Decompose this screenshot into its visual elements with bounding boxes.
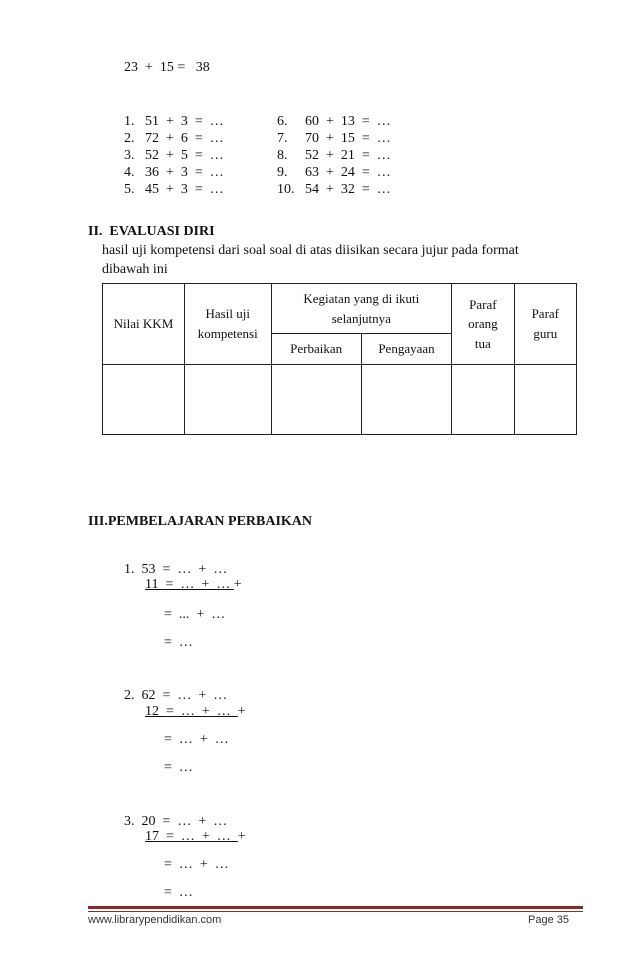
section-heading-pembelajaran: III.PEMBELAJARAN PERBAIKAN	[88, 514, 313, 529]
footer-rule	[88, 911, 583, 912]
exercise-item: 8. 52 + 21 = …	[277, 148, 391, 163]
exercise-item: 10. 54 + 32 = …	[277, 182, 391, 197]
problem-line: = ... + …	[164, 607, 226, 622]
table-cell[interactable]	[184, 364, 271, 434]
problem-line: 12 = … + … +	[145, 704, 246, 719]
table-cell[interactable]	[271, 364, 361, 434]
header-paraf-guru: Paraf guru	[514, 284, 576, 365]
problem-line: = … + …	[164, 732, 229, 747]
footer-rule	[88, 906, 583, 909]
exercise-item: 5. 45 + 3 = …	[124, 182, 224, 197]
exercise-item: 9. 63 + 24 = …	[277, 165, 391, 180]
exercise-item: 4. 36 + 3 = …	[124, 165, 224, 180]
problem-line: 1. 53 = … + …	[124, 562, 228, 577]
table-cell[interactable]	[361, 364, 451, 434]
header-paraf-orang-tua: Paraf orang tua	[452, 284, 514, 365]
problem-line: = …	[164, 885, 193, 900]
exercise-item: 2. 72 + 6 = …	[124, 131, 224, 146]
problem-line: 11 = … + … +	[145, 577, 242, 592]
table-cell[interactable]	[514, 364, 576, 434]
header-pengayaan: Pengayaan	[361, 334, 451, 364]
problem-line: 2. 62 = … + …	[124, 688, 228, 703]
evaluation-table	[102, 283, 577, 435]
problem-line: 17 = … + … +	[145, 829, 246, 844]
section-text: hasil uji kompetensi dari soal soal di atas diisikan secara jujur pada format	[102, 243, 519, 258]
problem-line: 3. 20 = … + …	[124, 814, 228, 829]
problem-line: = …	[164, 635, 193, 650]
table-cell[interactable]	[103, 364, 185, 434]
exercise-item: 6. 60 + 13 = …	[277, 114, 391, 129]
exercise-item: 7. 70 + 15 = …	[277, 131, 391, 146]
header-nilai-kkm: Nilai KKM	[103, 284, 185, 365]
table-row	[103, 364, 577, 434]
header-perbaikan: Perbaikan	[271, 334, 361, 364]
footer-site-link[interactable]: www.librarypendidikan.com	[88, 914, 222, 926]
header-hasil-uji: Hasil uji kompetensi	[184, 284, 271, 365]
problem-line: = …	[164, 760, 193, 775]
header-kegiatan: Kegiatan yang di ikuti selanjutnya	[271, 284, 452, 334]
example-equation: 23 + 15 = 38	[124, 60, 210, 75]
problem-line: = … + …	[164, 857, 229, 872]
section-text: dibawah ini	[102, 262, 168, 277]
table-cell[interactable]	[452, 364, 514, 434]
section-heading-evaluasi: II. EVALUASI DIRI	[88, 224, 215, 239]
exercise-item: 1. 51 + 3 = …	[124, 114, 224, 129]
exercise-item: 3. 52 + 5 = …	[124, 148, 224, 163]
page-number: Page 35	[528, 914, 569, 926]
